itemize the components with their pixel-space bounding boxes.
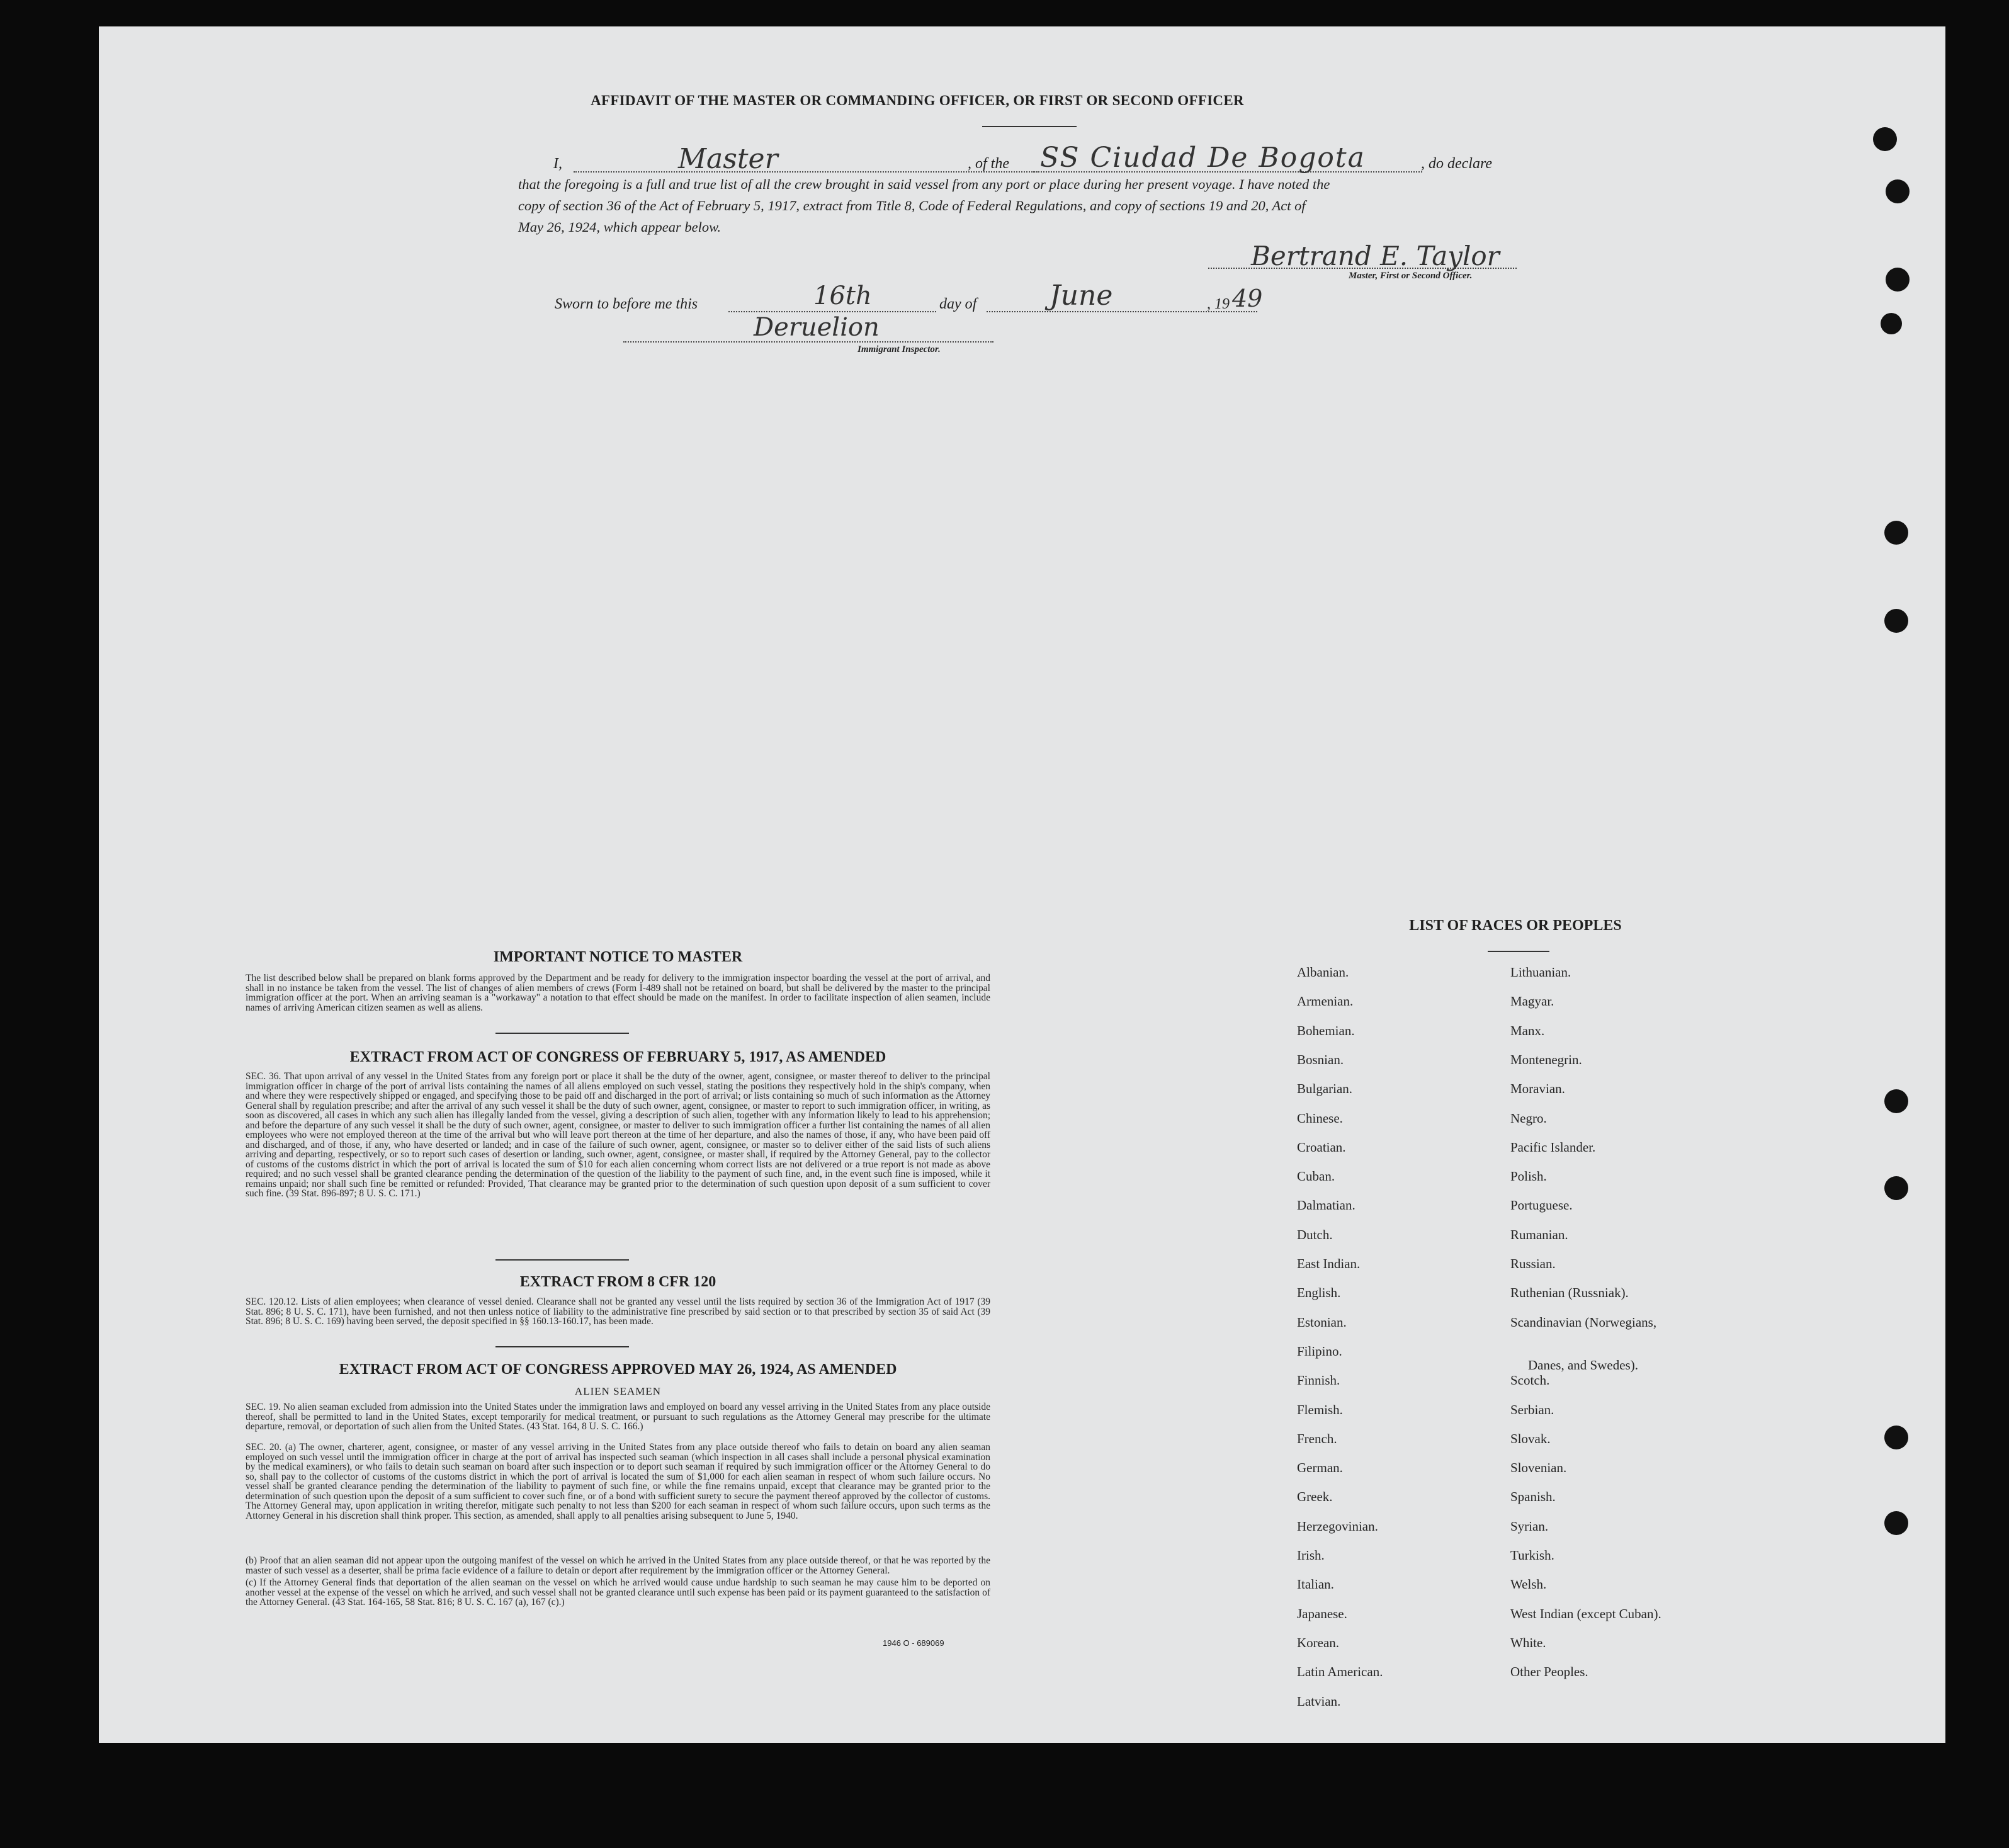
divider xyxy=(495,1346,629,1347)
extract-1917-title: EXTRACT FROM ACT OF CONGRESS OF FEBRUARY 5, 1917, AS AMENDED xyxy=(349,1049,886,1065)
race-list-item: Negro. xyxy=(1510,1110,1547,1126)
race-list-item: Bosnian. xyxy=(1297,1052,1344,1067)
race-list-item: Armenian. xyxy=(1297,994,1354,1009)
race-list-item: Korean. xyxy=(1297,1635,1340,1650)
divider xyxy=(495,1033,629,1034)
races-divider xyxy=(1488,951,1549,952)
race-list-item: Herzegovinian. xyxy=(1297,1518,1378,1534)
race-list-item: Croatian. xyxy=(1297,1139,1346,1155)
race-list-item: Scandinavian (Norwegians, xyxy=(1510,1314,1657,1330)
race-list-item: Rumanian. xyxy=(1510,1227,1568,1242)
sec-20c-text: (c) If the Attorney General finds that deportation of the alien seaman on the vessel on which he arrived would cause undue hardship to such seaman he may cause him to be deported on another vessel at the expense of the vessel on which he arrived, and such vessel shall not be granted clearance until such expense has been paid or its payment guaranteed to the satisfaction of the Attorney General. (43 Stat. 164-165, 58 Stat. 816; 8 U. S. C. 167 (a), 167 (c).) xyxy=(246,1577,990,1607)
race-list-item: Welsh. xyxy=(1510,1577,1547,1592)
affidavit-line-3: copy of section 36 of the Act of February 5, 1917, extract from Title 8, Code of Federal Regulations, and copy of sections 19 and 20, Act of xyxy=(518,198,1306,213)
race-list-item: Greek. xyxy=(1297,1489,1333,1505)
race-list-item: Polish. xyxy=(1510,1169,1547,1184)
affidavit-line-2: that the foregoing is a full and true list of all the crew brought in said vessel from any port or place during her present voyage. I have noted the xyxy=(518,176,1330,192)
race-list-item: Danes, and Swedes). xyxy=(1528,1357,1638,1373)
extract-1924-title: EXTRACT FROM ACT OF CONGRESS APPROVED MAY 26, 1924, AS AMENDED xyxy=(339,1361,897,1378)
race-list-item: Moravian. xyxy=(1510,1081,1565,1097)
punch-hole xyxy=(1886,179,1910,203)
divider xyxy=(495,1259,629,1261)
signature-line xyxy=(1208,268,1517,269)
sec-19-text: SEC. 19. No alien seaman excluded from admission into the United States under the immigration laws and employed on board any vessel arriving in the United States from any place outside thereof, shall be permitted to land in the United States, except temporarily for medical treatment, or pursuant to such regulations as the Attorney General may prescribe for the ultimate departure, removal, or deportation of such alien from the United States. (43 Stat. 164, 8 U. S. C. 166.) xyxy=(246,1402,990,1432)
race-list-item: Dalmatian. xyxy=(1297,1198,1355,1213)
notice-title: IMPORTANT NOTICE TO MASTER xyxy=(493,949,743,965)
race-list-item: Japanese. xyxy=(1297,1606,1347,1621)
punch-hole xyxy=(1881,313,1902,334)
race-list-item: Slovak. xyxy=(1510,1431,1551,1446)
extract-1924-subtitle: ALIEN SEAMEN xyxy=(574,1385,662,1397)
extract-cfr-body: SEC. 120.12. Lists of alien employees; when clearance of vessel denied. Clearance shall not be granted any vessel until the lists required by section 36 of the Immigration Act of 1917 (39 Stat. 896; 8 U. S. C. 171), have been furnished, and not then unless notice of liability to the administrative fine prescribed by said section or to that prescribed by section 35 of said Act (39 Stat. 896; 8 U. S. C. 169) having been served, the deposit specified in §§ 160.13-160.17, has been made. xyxy=(246,1296,990,1327)
sec-20b-text: (b) Proof that an alien seaman did not appear upon the outgoing manifest of the vessel on which he arrived in the United States from any place outside thereof, or that he was reported by the master of such vessel as a deserter, shall be prima facie evidence of a failure to detain or deport after requirement by the immigration officer or the Attorney General. xyxy=(246,1555,990,1576)
inspector-line xyxy=(623,341,993,343)
inspector-signature: Deruelion xyxy=(754,313,880,342)
sworn-label: Sworn to before me this xyxy=(555,296,698,312)
race-list-item: Albanian. xyxy=(1297,965,1349,980)
affidavit-title: AFFIDAVIT OF THE MASTER OR COMMANDING OFFICER, OR FIRST OR SECOND OFFICER xyxy=(591,93,1244,108)
i-label: I, xyxy=(553,156,562,172)
race-list-item: Montenegrin. xyxy=(1510,1052,1582,1067)
punch-hole xyxy=(1884,521,1908,545)
punch-hole xyxy=(1884,1511,1908,1535)
month-handwritten: June xyxy=(1050,280,1113,312)
inspector-caption: Immigrant Inspector. xyxy=(857,344,941,354)
race-list-item: Portuguese. xyxy=(1510,1198,1573,1213)
race-list-item: Bulgarian. xyxy=(1297,1081,1353,1097)
race-list-item: East Indian. xyxy=(1297,1256,1361,1271)
punch-hole xyxy=(1886,268,1910,292)
race-list-item: Dutch. xyxy=(1297,1227,1333,1242)
race-list-item: Turkish. xyxy=(1510,1548,1554,1563)
race-list-item: French. xyxy=(1297,1431,1337,1446)
day-of-label: day of xyxy=(939,296,977,312)
punch-hole xyxy=(1884,609,1908,633)
affidavit-line-4: May 26, 1924, which appear below. xyxy=(518,219,722,235)
race-list-item: White. xyxy=(1510,1635,1546,1650)
title-divider xyxy=(982,126,1077,127)
race-list-item: Chinese. xyxy=(1297,1110,1343,1126)
race-list-item: German. xyxy=(1297,1460,1343,1476)
race-list-item: Flemish. xyxy=(1297,1402,1343,1417)
notice-body: The list described below shall be prepared on blank forms approved by the Department and be ready for delivery to the immigration inspector boarding the vessel at the port of arrival, and shall in no instance be taken from the vessel. The list of changes of alien members of crews (Form I-489 shall not be retained on board, but shall be delivered by the master to the principal immigration officer at the port. When an arriving seaman is a "workaway" a notation to that effect should be made on the manifest. In order to facilitate inspection of alien seamen, include names of arriving American citizen seamen as well as aliens. xyxy=(246,973,990,1013)
punch-hole xyxy=(1884,1089,1908,1113)
race-list-item: Syrian. xyxy=(1510,1518,1549,1534)
race-list-item: Serbian. xyxy=(1510,1402,1554,1417)
race-list-item: Other Peoples. xyxy=(1510,1664,1588,1680)
race-list-item: Latvian. xyxy=(1297,1693,1341,1709)
vessel-handwritten: SS Ciudad De Bogota xyxy=(1040,142,1366,174)
race-list-item: Manx. xyxy=(1510,1023,1545,1038)
do-declare-label: , do declare xyxy=(1421,156,1493,172)
extract-cfr-title: EXTRACT FROM 8 CFR 120 xyxy=(519,1274,716,1290)
races-title: LIST OF RACES OR PEOPLES xyxy=(1409,917,1622,934)
race-list-item: Magyar. xyxy=(1510,994,1554,1009)
of-the-label: , of the xyxy=(968,156,1009,172)
print-code: 1946 O - 689069 xyxy=(883,1638,944,1648)
race-list-item: Russian. xyxy=(1510,1256,1556,1271)
race-list-item: Cuban. xyxy=(1297,1169,1335,1184)
year-printed: , 19 xyxy=(1207,296,1230,312)
race-list-item: Bohemian. xyxy=(1297,1023,1355,1038)
race-list-item: West Indian (except Cuban). xyxy=(1510,1606,1661,1621)
race-list-item: Slovenian. xyxy=(1510,1460,1567,1476)
race-list-item: Filipino. xyxy=(1297,1343,1342,1359)
extract-1917-body: SEC. 36. That upon arrival of any vessel in the United States from any foreign port or place it shall be the duty of the owner, agent, consignee, or master thereof to deliver to the principal immigration officer in charge of the port of arrival lists containing the names of all aliens employed on such vessel, stating the positions they respectively hold in the ship's company, when and where they were respectively shipped or engaged, and specifying those to be paid off and discharged in the port of arrival; or lists containing so much of such information as the Attorney General shall by regulation prescribe; and after the arrival of any such vessel it shall be the duty of such owner, agent, consignee, or master to report to such immigration officer, in writing, as soon as discovered, all cases in which any such alien has illegally landed from the vessel, giving a description of such alien, together with any information likely to lead to his apprehension; and before the departure of any such vessel it shall be the duty of such owner, agent, consignee, or master to deliver to such immigration officer a further list containing the names of all alien employees who were not employed thereon at the time of the arrival but who will leave port thereon at the time of her departure, and also the names of those, if any, who have been paid off and discharged, and of those, if any, who have deserted or landed; and in case of the failure of such owner, agent, consignee, or master so to deliver either of the said lists of such aliens arriving and departing, respectively, or so to report such cases of desertion or landing, such owner, agent, consignee, or master shall, if required by the Attorney General, pay to the collector of customs of the customs district in which the port of arrival is located the sum of $10 for each alien concerning whom correct lists are not delivered or a true report is not made as above required; and no such vessel shall be granted clearance pending the determination of the question of the liability to the payment of such fine, and, in the event such fine is imposed, while it remains unpaid; nor shall such fine be remitted or refunded: Provided, That clearance may be granted prior to the determination of such question upon deposit of a sum sufficient to cover such fine. (39 Stat. 896-897; 8 U. S. C. 171.) xyxy=(246,1071,990,1199)
race-list-item: Ruthenian (Russniak). xyxy=(1510,1285,1629,1301)
day-handwritten: 16th xyxy=(813,281,872,310)
race-list-item: Spanish. xyxy=(1510,1489,1556,1505)
race-list-item: Irish. xyxy=(1297,1548,1325,1563)
signature-caption: Master, First or Second Officer. xyxy=(1349,271,1473,281)
punch-hole xyxy=(1873,127,1897,151)
sec-20a-text: SEC. 20. (a) The owner, charterer, agent, consignee, or master of any vessel arriving in the United States from any place outside thereof who fails to detain on board any alien seaman employed on such vessel until the immigration officer in charge at the port of arrival has inspected such seaman (which inspection in all cases shall include a personal physical examination by the medical examiners), or who fails to detain such seaman on board after such inspection or to deport such seaman if required by such immigration officer or the Attorney General to do so, shall pay to the collector of customs of the customs district in which the port of arrival is located the sum of $1,000 for each alien seaman in respect of whom such failure occurs. No vessel shall be granted clearance pending the determination of the liability to payment of such fine, or while the fine remains unpaid, except that clearance may be granted prior to the determination of such question upon the deposit of a sum sufficient to cover such fine, or of a bond with sufficient surety to secure the payment thereof approved by the collector of customs. The Attorney General may, upon application in writing therefor, mitigate such penalty to not less than $200 for each seaman in respect of whom such failure occurs, upon such terms as the Attorney General in his discretion shall think proper. This section, as amended, shall apply to all penalties arising subsequent to June 5, 1940. xyxy=(246,1442,990,1521)
race-list-item: Estonian. xyxy=(1297,1314,1347,1330)
race-list-item: Italian. xyxy=(1297,1577,1334,1592)
document-sheet xyxy=(99,26,1945,1743)
race-list-item: Latin American. xyxy=(1297,1664,1383,1680)
punch-hole xyxy=(1884,1426,1908,1449)
day-line xyxy=(728,311,936,312)
race-list-item: Finnish. xyxy=(1297,1373,1340,1388)
year-handwritten: 49 xyxy=(1232,285,1263,312)
race-list-item: English. xyxy=(1297,1285,1341,1301)
race-list-item: Scotch. xyxy=(1510,1373,1550,1388)
punch-hole xyxy=(1884,1176,1908,1200)
race-list-item: Pacific Islander. xyxy=(1510,1139,1596,1155)
master-signature: Bertrand E. Taylor xyxy=(1251,241,1500,271)
race-list-item: Lithuanian. xyxy=(1510,965,1571,980)
name-handwritten: Master xyxy=(678,143,778,175)
